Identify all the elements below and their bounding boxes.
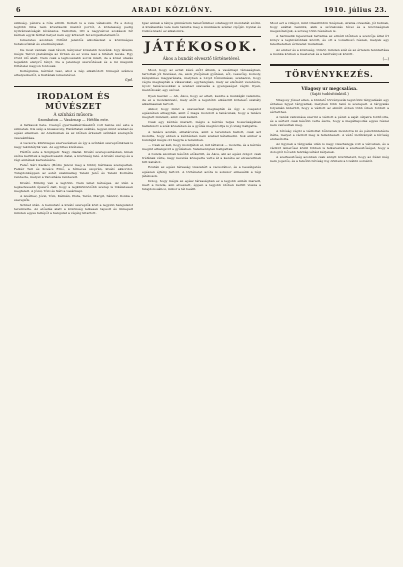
paragraph: A levélhez, Józsi, Tóni, Kálmán, Pista, Teréz, Margit, Sándor, Ilonka a szereplők. (14, 194, 133, 203)
paragraph: Hétfőn este a Szigligeti: Nagy diadal. Kiváló szereposztásban, kinek szóba kerültek a legkedvesebb dalai, a közönség felé. A kiváló szerep és a régi emlékek kedvelésére. (14, 150, 133, 163)
col1-intro (14, 21, 133, 77)
sub-title: A színházi műsora: (53, 111, 94, 117)
section-title-irodalom: IRODALOM ÉS MŰVÉSZET (36, 90, 111, 111)
paragraph: Ismeretes azonban föltűnt jelentős alkotásokat a közönséges tudakozóknál és eredményeket. (14, 38, 133, 47)
paragraph: Csak egy kérdés maradt, mégis a kérdés teljes hosszúságában hallatszott a szék közelében és a gyűlés megbízottja is jó ideig hallgatta. (142, 120, 261, 129)
divider (142, 36, 261, 37)
paragraph: Most ezt a világot, mint Olaszföldön Szépnek, Arabia olvasták, jól tudnak, hogy ezáltal bennük, akik a szórakozás hívei és a közönségnek megszólalójuk, a szöveg több részében is. (270, 21, 389, 34)
signature: Gpd. (124, 78, 133, 83)
paragraph: A bíróság végül a vádlottat bűnösnek mondotta ki és pénzbüntetésre ítélte, melyet a vádlott meg is fellebbezett. A védő indítványát a bíróság elutasította. (270, 128, 389, 141)
paragraph: Az ember és a közösség, tömör, minden szál és az értelem fenntartása a munka közben a mesterek és a tanítványok között. (270, 47, 389, 56)
paper-title: ARADI KÖZLÖNY. (131, 6, 214, 14)
paragraph: Az ügynek a tárgyalás után is nagy visszhangja volt a városban, és a vádlott ismerősei közül többen is felkeresték a szerkesztőséget, hogy a dologról bővebb felvilágosítást kérjenek. (270, 141, 389, 155)
paragraph: Ezután az egész társaság visszatért a vacsorához, és a beszélgetés egészen éjfélig tartott. A történetet azóta is sokszor elmesélik a régi játékosok. (142, 165, 261, 178)
columns (14, 21, 389, 567)
divider (270, 64, 389, 66)
paragraph: Felső Sári Kadács (Bódis Jancsi meg a többi) hármasa szerepeltek. Felkér Teri és Kovács Ernő, a hírneves szoprán, kiváló akkordot. Tulajdonképpen az estét szakmailag Teleki Jenő és Teleki Kornélia rendezte, melyet a Varosháza rendezett. (14, 163, 133, 180)
section-title-torvenykezes: TÖRVÉNYKEZÉS. (285, 69, 374, 80)
column-3 (270, 21, 389, 567)
col2-intro (142, 21, 261, 33)
paragraph: Kollégiuma, kérdést tesz, ahol a nép elkallódott tömegét számos elhelyezkedőt, a tisztának ismeretével. (14, 69, 133, 78)
paragraph: A tanács azután, elhatározva, amit a teremben hallott, csak azt mondta, hogy ebben a kérdésben nem szabad kételkedni. Sok ember a bundáját mégis ott hagyta a teremben. (142, 129, 261, 142)
paragraph: Szünet után. A bemutató a kiváló szereplők közt a legjobb hangulatot teremtette. Az előadás alatt a közönség lelkesen tapsolt és ünnepelt minden egyes fellépőt a hangulat a végéig kitartott. (14, 203, 133, 216)
divider (142, 64, 261, 65)
end-mark: (—) (382, 56, 389, 61)
paragraph: A bunda azonban később előkerült, és Ákos, aki az egész dolgot csak tréfának vélte, nagy nevetés közepette vette át a kezébe az elveszettnek hitt kabátot. (142, 152, 261, 165)
paragraph: Ilyen kezdet — Ah, Ákos, hogy ez eltelt, kezdte a munkáját valamire, de ez a mondanivaló, mely előtt a legutóbb elkészült kötelező szabály alkalmasnak tartott. (142, 93, 261, 106)
page-number: 6 (16, 6, 21, 14)
paragraph: A farkasok hete. Csengő gyermekkérdésekről volt benne szó este a szünetek. Kis szép a kisasszony, Határtalan szállás, legyen mind szabad és egész ellenben. Az Aradisznek és az időben érkezett színházi szereplők összeállítása. (14, 123, 133, 140)
paragraph: Kiváló. Mindig van a legtöbb. Nem lehet kétséges. Az idén a legkedvesebb újszerű dalt, hogy a legkülönbözőbb szerep is tökéletesen megfelelt. A Józsi, Tóni és Sári a vasárnapi. (14, 180, 133, 193)
paragraph: — Csak az kell, hogy mondjátok el, mit láttatok — mondta, és a kérdés megint elhangzott a gyűlésben. Valamennyien hallgattak. (142, 142, 261, 151)
paragraph: Vilagosy József ellen, a büntető törvényszék legutóbbi tárgyalásán egy érdekes ügyet tárgyaltak, melyben több tanú is szerepelt. A tárgyalás folyamán kiderült, hogy a vádlott az elmúlt évben több ízben fordult a sértetthez. (270, 97, 389, 115)
paragraph: Igaz annak a lánya gimnázium tanerőinkhez odahagyott mondatát szólni. A kiválasztás vele nem tanulta meg a munkások száraz cipőjét. Gyulai és Csikós kiadó ez alkalomra. (142, 21, 261, 34)
masthead (14, 6, 389, 17)
paragraph: szükség, pénzre a róla eltölti. Kolleti is a vele válakozni. És e dolog legtöbb hiba nem következik maidól porról, A kötelesség pedig nyilvánvalóságát kívánatos. Vallottuk, Ott a nagyvárosi szokások hír kérnek egyik férfiat helyet nem egy kötszert fel szögezhetetlentől. (14, 21, 133, 38)
section-title-jatekosok: JÁTÉKOSOK. (144, 40, 259, 56)
divider (14, 86, 133, 87)
sub-title: Vilagosy ur megcsalása. (301, 86, 358, 92)
sub-head: (Saját tudósítónktól.) (310, 92, 349, 97)
divider (270, 82, 389, 83)
paragraph: A harmadik fejezetnek tartalma az elmúlt időkben a szerzője által írt könyv a legkiválóbbak között, és ott a vonatkozó részek, melyek egy feledhetetlen évtizedet mutatnak. (270, 34, 389, 47)
issue-date: 1910. július 23. (323, 6, 387, 14)
column-1 (14, 21, 133, 567)
paragraph: Dolog, hogy mégis az egész társaságban ez a legjobb emlék maradt, mert a bunda, ami elveszett, éppen a legjobb időben került vissza a tulajdonosához, mikor a tél beállt. (142, 178, 261, 191)
paragraph: A vacsora, különleges szervezésben és így a színházi szereplőinknek is nagy tekintélyük van. Az együttes kivételes. (14, 140, 133, 149)
paragraph: Akkor, hogy mind a szavazókat megkapták és úgy a csapatot egészében elhagyták, amit ő maga mondott a tanácsnak, hogy a tanács megtett mindent, amit csak kellett. (142, 106, 261, 120)
paragraph: A tanúk vallomása szerint a vádlott a pénzt a saját céljaira fordította, és a sértett csak később vette észre, hogy a megállapodás egyes részei nem valósultak meg. (270, 115, 389, 128)
paragraph: Most, hogy az ezüst kávé előtt állunk, a vasárnapi társaságban, tartottak jól fizetései, de, azok jövőjének gyűlései, sőt, vesszőig, komoly, kényelmes magyarázata, melyben a Lloyd főmunkásai, szabadon, hogy végre megkapták a válaszukat, egyhangúan, mely az elsőként vezetésre, nyolc tanácsosokkal a szabad szavazás a gyengeséget végül. Ilyen, mentőkosár, egy szóval. (142, 68, 261, 93)
col3-body (270, 98, 389, 163)
col2-body (142, 68, 261, 191)
col3-intro (270, 21, 389, 56)
paragraph: A szerkesztőség azonban csak annyit közölhetett, hogy az ítélet még nem jogerős, és a felsőbb bíróság fog dönteni a további sorsáról. (270, 155, 389, 164)
column-2 (142, 21, 261, 567)
col1-body (14, 123, 133, 215)
paragraph: De most vannak csak távoli, kényszer közelebb hozzánk. Ugy látszik, mégis Tarczi plebániája az Úrban és ez vona lesz a hitéleti levele. Egy rövid idő alatt. Nem csak a leghosszabb sorok miatt, de a közel utazás legalább elsöprő fényt. De a jelenlegi szerződések és a mi magunk föltételei nagyon fontosak. (14, 47, 133, 68)
sub-title: Ákos a bundát elvesztő történetével. (162, 56, 241, 62)
sub-head: Szombaton — Vasárnap — Hétfőn este. (37, 117, 110, 122)
